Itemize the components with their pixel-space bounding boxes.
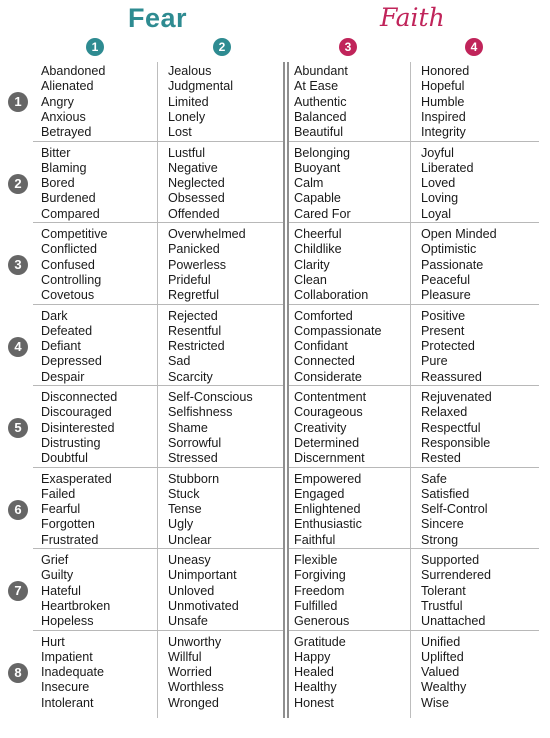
emotion-cell xyxy=(41,390,117,466)
emotion-word: Sorrowful xyxy=(168,435,222,450)
row-divider-faith xyxy=(289,141,539,142)
emotion-word: Comforted xyxy=(294,308,353,323)
emotion-word: Lost xyxy=(168,125,192,140)
emotion-word: Bored xyxy=(41,176,75,191)
emotion-row xyxy=(0,307,550,389)
emotion-word: Lonely xyxy=(168,109,206,124)
emotion-word: Betrayed xyxy=(41,125,92,140)
emotion-row xyxy=(0,551,550,633)
emotion-word: Shame xyxy=(168,420,208,435)
emotion-word: Faithful xyxy=(294,532,336,547)
emotion-word: Open Minded xyxy=(421,227,497,241)
emotion-word: Forgotten xyxy=(41,517,95,532)
emotion-word: Generous xyxy=(294,614,350,629)
emotion-word: Tense xyxy=(168,502,202,517)
emotion-word: Optimistic xyxy=(421,242,477,257)
emotion-cell xyxy=(168,309,225,385)
row-number-badge: 3 xyxy=(8,255,28,275)
emotion-word: Childlike xyxy=(294,242,342,257)
emotion-word: Worthless xyxy=(168,680,224,695)
emotion-word: Regretful xyxy=(168,288,220,303)
row-divider-fear xyxy=(33,548,283,549)
emotion-word: Conflicted xyxy=(41,242,98,257)
emotion-word: Beautiful xyxy=(294,125,344,140)
emotion-word: Defiant xyxy=(41,339,81,354)
row-divider-faith xyxy=(289,304,539,305)
row-number-badge: 2 xyxy=(8,174,28,194)
emotion-word: Wealthy xyxy=(421,680,467,695)
emotion-word: Stressed xyxy=(168,451,218,466)
emotion-word: Wise xyxy=(421,695,449,710)
emotion-word: Enthusiastic xyxy=(294,517,362,532)
emotion-word: Balanced xyxy=(294,109,347,124)
emotion-word: Positive xyxy=(421,308,466,323)
emotion-word: Pure xyxy=(421,354,448,369)
emotion-word: Powerless xyxy=(168,257,227,272)
emotion-row xyxy=(0,144,550,226)
emotion-word: Tolerant xyxy=(421,583,466,598)
emotion-word: Rejected xyxy=(168,308,218,323)
emotion-word: Dark xyxy=(41,308,68,323)
emotion-word: Collaboration xyxy=(294,288,369,303)
emotion-word: Passionate xyxy=(421,257,484,272)
row-divider-fear xyxy=(33,222,283,223)
fear-title: Fear xyxy=(128,3,188,33)
emotion-cell xyxy=(41,64,105,140)
emotion-word: Disconnected xyxy=(41,390,118,404)
emotion-word: Calm xyxy=(294,176,324,191)
emotion-word: Integrity xyxy=(421,125,466,140)
emotion-word: Exasperated xyxy=(41,471,112,486)
emotion-word: Unmotivated xyxy=(168,598,239,613)
emotion-word: Panicked xyxy=(168,242,220,257)
emotion-word: Wronged xyxy=(168,695,219,710)
emotion-word: Sad xyxy=(168,354,191,369)
emotion-cell xyxy=(41,309,102,385)
emotion-word: Ugly xyxy=(168,517,194,532)
emotion-word: Grief xyxy=(41,553,69,567)
emotion-word: Depressed xyxy=(41,354,102,369)
emotion-word: Humble xyxy=(421,94,465,109)
emotion-cell xyxy=(421,146,474,222)
emotion-word: Unified xyxy=(421,634,461,649)
emotion-word: Loving xyxy=(421,191,459,206)
emotion-word: Capable xyxy=(294,191,341,206)
emotion-cell xyxy=(294,553,349,629)
emotion-word: Judgmental xyxy=(168,79,234,94)
emotion-word: Jealous xyxy=(168,64,212,78)
emotion-word: Anxious xyxy=(41,109,86,124)
row-divider-faith xyxy=(289,630,539,631)
emotion-cell xyxy=(421,390,492,466)
emotion-word: Satisfied xyxy=(421,486,470,501)
emotion-word: Inspired xyxy=(421,109,466,124)
emotion-word: Hurt xyxy=(41,634,65,649)
emotion-word: Uneasy xyxy=(168,553,211,567)
emotion-cell xyxy=(294,472,362,548)
emotion-cell xyxy=(41,472,112,548)
emotion-word: Overwhelmed xyxy=(168,227,246,241)
emotion-word: Cared For xyxy=(294,206,351,221)
emotion-word: Scarcity xyxy=(168,369,213,384)
emotion-word: Buoyant xyxy=(294,160,341,175)
emotion-word: Selfishness xyxy=(168,405,233,420)
emotion-word: Clarity xyxy=(294,257,330,272)
emotion-word: Hopeful xyxy=(421,79,465,94)
emotion-word: Hopeless xyxy=(41,614,94,629)
emotion-word: Reassured xyxy=(421,369,482,384)
row-number-badge: 6 xyxy=(8,500,28,520)
emotion-word: Sincere xyxy=(421,517,464,532)
emotion-word: Rested xyxy=(421,451,461,466)
emotion-cell xyxy=(294,146,351,222)
emotion-word: Compared xyxy=(41,206,100,221)
emotion-cell xyxy=(294,390,366,466)
emotion-word: Joyful xyxy=(421,145,454,160)
emotion-word: Guilty xyxy=(41,568,74,583)
emotion-word: Strong xyxy=(421,532,459,547)
row-divider-fear xyxy=(33,467,283,468)
emotion-word: Competitive xyxy=(41,227,108,241)
emotion-cell xyxy=(294,309,382,385)
emotion-word: Unworthy xyxy=(168,634,222,649)
emotion-cell xyxy=(168,390,253,466)
emotion-word: Courageous xyxy=(294,405,363,420)
emotion-word: Creativity xyxy=(294,420,347,435)
emotion-word: Present xyxy=(421,323,465,338)
emotion-word: Despair xyxy=(41,369,85,384)
emotion-word: Supported xyxy=(421,553,480,567)
emotion-word: Engaged xyxy=(294,486,345,501)
row-divider-fear xyxy=(33,141,283,142)
emotion-word: Bitter xyxy=(41,145,71,160)
row-divider-faith xyxy=(289,222,539,223)
emotion-word: Confidant xyxy=(294,339,348,354)
emotion-word: Negative xyxy=(168,160,218,175)
emotion-row xyxy=(0,633,550,715)
emotion-word: Unsafe xyxy=(168,614,208,629)
emotion-word: Unattached xyxy=(421,614,486,629)
emotion-word: Intolerant xyxy=(41,695,94,710)
emotion-word: Liberated xyxy=(421,160,474,175)
emotion-row xyxy=(0,62,550,144)
emotion-word: Flexible xyxy=(294,553,338,567)
emotion-word: Connected xyxy=(294,354,355,369)
emotion-word: Peaceful xyxy=(421,272,471,287)
emotion-word: Worried xyxy=(168,665,212,680)
emotion-word: Determined xyxy=(294,435,360,450)
emotion-cell xyxy=(421,227,497,303)
emotion-word: Abundant xyxy=(294,64,348,78)
emotion-word: Forgiving xyxy=(294,568,346,583)
emotion-word: Offended xyxy=(168,206,220,221)
emotion-word: Stubborn xyxy=(168,471,220,486)
emotion-word: Safe xyxy=(421,471,447,486)
emotion-word: Unimportant xyxy=(168,568,237,583)
emotion-word: Protected xyxy=(421,339,475,354)
emotion-word: Restricted xyxy=(168,339,225,354)
emotion-word: Doubtful xyxy=(41,451,88,466)
emotion-cell xyxy=(421,309,482,385)
emotion-word: Healthy xyxy=(294,680,337,695)
emotion-cell xyxy=(294,64,348,140)
row-number-badge: 1 xyxy=(8,92,28,112)
emotion-word: Relaxed xyxy=(421,405,468,420)
emotion-word: Pleasure xyxy=(421,288,471,303)
emotion-word: Unclear xyxy=(168,532,212,547)
column-number-1: 1 xyxy=(86,38,104,56)
emotion-word: Clean xyxy=(294,272,327,287)
emotion-word: Belonging xyxy=(294,145,351,160)
emotion-word: Uplifted xyxy=(421,649,464,664)
emotion-word: Limited xyxy=(168,94,209,109)
emotion-row xyxy=(0,470,550,552)
emotion-cell xyxy=(168,472,219,548)
emotion-word: Willful xyxy=(168,649,202,664)
emotion-word: Covetous xyxy=(41,288,95,303)
emotion-word: Alienated xyxy=(41,79,94,94)
row-divider-fear xyxy=(33,630,283,631)
emotion-word: Lustful xyxy=(168,145,206,160)
emotion-cell xyxy=(41,227,108,303)
emotion-word: Impatient xyxy=(41,649,93,664)
emotion-word: Discouraged xyxy=(41,405,112,420)
emotion-word: Trustful xyxy=(421,598,463,613)
row-divider-fear xyxy=(33,385,283,386)
emotion-word: Resentful xyxy=(168,323,222,338)
emotion-cell xyxy=(421,553,491,629)
row-number-badge: 4 xyxy=(8,337,28,357)
emotion-row xyxy=(0,388,550,470)
emotion-word: Rejuvenated xyxy=(421,390,492,404)
emotion-cell xyxy=(294,227,368,303)
emotion-word: Fearful xyxy=(41,502,81,517)
emotion-word: Freedom xyxy=(294,583,345,598)
row-divider-faith xyxy=(289,467,539,468)
emotion-word: Loved xyxy=(421,176,456,191)
column-number-3: 3 xyxy=(339,38,357,56)
emotion-word: Insecure xyxy=(41,680,90,695)
emotion-word: Heartbroken xyxy=(41,598,111,613)
emotion-word: Honest xyxy=(294,695,334,710)
emotion-word: Respectful xyxy=(421,420,481,435)
emotion-cell xyxy=(421,635,466,711)
emotion-word: Gratitude xyxy=(294,634,346,649)
emotion-word: Valued xyxy=(421,665,460,680)
emotion-cell xyxy=(168,635,224,711)
emotion-word: Abandoned xyxy=(41,64,106,78)
emotion-word: Burdened xyxy=(41,191,96,206)
row-divider-faith xyxy=(289,385,539,386)
emotion-cell xyxy=(168,227,246,303)
emotion-cell xyxy=(168,64,233,140)
column-number-4: 4 xyxy=(465,38,483,56)
emotion-word: Self-Control xyxy=(421,502,488,517)
emotion-word: Empowered xyxy=(294,471,362,486)
emotion-word: Inadequate xyxy=(41,665,105,680)
emotion-word: Unloved xyxy=(168,583,215,598)
emotion-word: Healed xyxy=(294,665,334,680)
emotion-word: Frustrated xyxy=(41,532,99,547)
row-number-badge: 8 xyxy=(8,663,28,683)
emotion-cell xyxy=(168,553,239,629)
emotion-row xyxy=(0,225,550,307)
emotion-word: Discernment xyxy=(294,451,365,466)
row-number-badge: 7 xyxy=(8,581,28,601)
row-number-badge: 5 xyxy=(8,418,28,438)
emotion-word: Obsessed xyxy=(168,191,225,206)
emotion-word: Defeated xyxy=(41,323,93,338)
emotion-word: Enlightened xyxy=(294,502,361,517)
emotion-word: Angry xyxy=(41,94,74,109)
emotion-word: Distrusting xyxy=(41,435,101,450)
emotion-word: Contentment xyxy=(294,390,367,404)
emotion-word: Responsible xyxy=(421,435,491,450)
emotion-word: Honored xyxy=(421,64,470,78)
emotion-word: Loyal xyxy=(421,206,452,221)
emotion-cell xyxy=(294,635,346,711)
emotion-word: Cheerful xyxy=(294,227,342,241)
emotion-word: Fulfilled xyxy=(294,598,338,613)
emotion-word: Self-Conscious xyxy=(168,390,253,404)
emotion-word: Hateful xyxy=(41,583,81,598)
emotion-word: At Ease xyxy=(294,79,339,94)
emotion-cell xyxy=(168,146,225,222)
emotion-cell xyxy=(421,64,469,140)
emotion-cell xyxy=(41,146,100,222)
emotion-word: Compassionate xyxy=(294,323,382,338)
emotion-word: Prideful xyxy=(168,272,211,287)
emotion-cell xyxy=(41,635,104,711)
row-divider-faith xyxy=(289,548,539,549)
column-number-2: 2 xyxy=(213,38,231,56)
emotion-word: Happy xyxy=(294,649,331,664)
emotion-word: Confused xyxy=(41,257,95,272)
emotion-word: Failed xyxy=(41,486,76,501)
emotion-cell xyxy=(421,472,488,548)
faith-title: Faith xyxy=(380,3,445,32)
emotion-word: Blaming xyxy=(41,160,87,175)
emotion-word: Authentic xyxy=(294,94,347,109)
emotion-word: Surrendered xyxy=(421,568,492,583)
emotion-word: Controlling xyxy=(41,272,102,287)
emotion-word: Considerate xyxy=(294,369,362,384)
emotion-cell xyxy=(41,553,110,629)
emotion-word: Neglected xyxy=(168,176,225,191)
emotion-word: Disinterested xyxy=(41,420,115,435)
emotion-word: Stuck xyxy=(168,486,200,501)
row-divider-fear xyxy=(33,304,283,305)
